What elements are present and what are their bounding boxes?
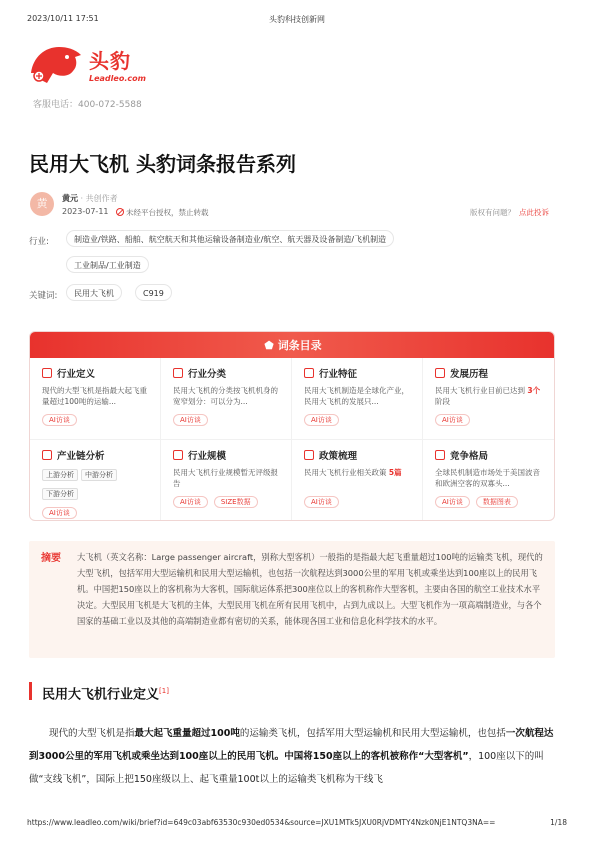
competition-icon: [435, 450, 445, 460]
copy-notice-text: 未经平台授权，禁止转载: [126, 208, 209, 217]
brand-name-cn: 头豹: [89, 49, 131, 73]
reference-link[interactable]: [1]: [159, 687, 169, 695]
print-site-title: 头豹科技创新网: [269, 15, 325, 24]
ai-interview-button[interactable]: AI访谈: [304, 496, 339, 508]
history-icon: [435, 368, 445, 378]
midstream-link[interactable]: 中游分析: [81, 469, 117, 481]
ai-interview-button[interactable]: AI访谈: [42, 507, 77, 519]
section-heading: [29, 682, 169, 703]
ai-interview-button[interactable]: AI访谈: [435, 414, 470, 426]
industry-tag[interactable]: 制造业/铁路、船舶、航空航天和其他运输设备制造业/航空、航天器及设备制造/飞机制造: [66, 230, 394, 247]
toc-item-desc: 民用大飞机的分类按飞机机身的宽窄划分：可以分为...: [173, 386, 278, 406]
leopard-logo-icon: [29, 43, 83, 87]
features-icon: [304, 368, 314, 378]
toc-item-title: 竞争格局: [450, 451, 489, 462]
print-datetime: 2023/10/11 17:51: [27, 14, 99, 23]
toc-item-desc: 民用大飞机行业目前已达到 3个阶段: [435, 386, 541, 406]
classification-icon: [173, 368, 183, 378]
highlight-count: 5篇: [388, 468, 402, 477]
toc-item-definition[interactable]: [30, 358, 161, 440]
prohibited-icon: [116, 208, 124, 216]
toc-item-title: 行业定义: [57, 369, 96, 380]
toc-item-desc: 民用大飞机行业相关政策 5篇: [304, 468, 402, 477]
downstream-link[interactable]: 下游分析: [42, 488, 78, 500]
publish-date: 2023-07-11: [62, 207, 109, 216]
toc-item-classification[interactable]: [161, 358, 292, 440]
service-hotline: 客服电话：400-072-5588: [33, 100, 142, 110]
toc-item-desc: 全球民机制造市场处于美国波音和欧洲空客的双寡头...: [435, 468, 540, 488]
toc-title: [30, 337, 555, 353]
data-chart-button[interactable]: 数据图表: [476, 496, 518, 508]
toc-item-desc: 民用大飞机行业规模暂无评级报告: [173, 468, 278, 488]
section-title-text: 民用大飞机行业定义: [42, 687, 160, 703]
abstract-text: 大飞机（英文名称：Large passenger aircraft，别称大型客机）一般指的是指最大起飞重量超过100吨的运输类飞机，现代的大型飞机，包括军用大型运输机和民用大型运输机，也包括一次航程达到3000公里的军用飞机或乘坐达到100座以上的民用飞机。中国把150座以上的客机称为大客机，国际航运体系把300座位以上的客机称作大型客机，主要由各国的航空工业技术水平决定。大型民用飞机是大飞机的主体，大型民用飞机在所有民用飞机中，占到九成以上。大型飞机作为一项高端制造业，与各个国家的基础工业以及其他的高端制造业都有密切的关系，能体现各国工业和信息化科学技术的水平。: [77, 552, 543, 626]
author-line: [62, 193, 118, 204]
toc-item-title: 发展历程: [450, 369, 489, 380]
toc-item-features[interactable]: [292, 358, 423, 440]
definition-icon: [42, 368, 52, 378]
toc-title-text: 词条目录: [277, 339, 322, 352]
leopard-mini-icon: ⬟: [264, 339, 278, 352]
copy-notice: [116, 207, 209, 218]
toc-item-market-size[interactable]: [161, 440, 292, 521]
copyright-question: [470, 207, 549, 218]
toc-item-title: 政策梳理: [319, 451, 358, 462]
author-avatar[interactable]: 黄: [30, 192, 54, 216]
author-name[interactable]: 黄元: [62, 194, 78, 203]
complain-link[interactable]: 点此投诉: [519, 208, 549, 217]
upstream-link[interactable]: 上游分析: [42, 469, 78, 481]
ai-interview-button[interactable]: AI访谈: [173, 414, 208, 426]
print-header: [0, 0, 594, 30]
abstract-box: [29, 541, 555, 658]
keyword-tag[interactable]: C919: [135, 284, 172, 301]
toc-item-policy[interactable]: [292, 440, 423, 521]
value-chain-icon: [42, 450, 52, 460]
toc-item-title: 行业分类: [188, 369, 227, 380]
page-title: 民用大飞机 头豹词条报告系列: [29, 152, 296, 176]
abstract-label: 摘要: [41, 553, 61, 564]
brand-logo[interactable]: [29, 43, 149, 95]
body-paragraph: 现代的大型飞机是指最大起飞重量超过100吨的运输类飞机，包括军用大型运输机和民用大型运输机，也包括一次航程达到3000公里的军用飞机或乘坐达到100座以上的民用飞机。中国将150座以上的客机被称作“大型客机”，100座以下的叫做“支线飞机”，国际上把150座级以上、起飞重量100t以上的运输类飞机称为干线飞: [29, 728, 554, 785]
toc-item-title: 产业链分析: [57, 451, 105, 462]
ai-interview-button[interactable]: AI访谈: [173, 496, 208, 508]
industry-tag[interactable]: 工业制品/工业制造: [66, 256, 149, 273]
keywords-label: 关键词:: [29, 291, 58, 301]
toc-item-title: 行业特征: [319, 369, 358, 380]
brand-name-en: Leadleo.com: [89, 74, 146, 83]
toc-item-desc: 民用大飞机制造是全球化产业，民用大飞机的发展只...: [304, 386, 409, 406]
toc-item-value-chain[interactable]: [30, 440, 161, 521]
ai-interview-button[interactable]: AI访谈: [42, 414, 77, 426]
page-number: 1/18: [550, 818, 567, 827]
highlight-count: 3个: [527, 386, 541, 395]
market-size-icon: [173, 450, 183, 460]
toc-item-history[interactable]: [423, 358, 555, 440]
ai-interview-button[interactable]: AI访谈: [304, 414, 339, 426]
toc-item-title: 行业规模: [188, 451, 227, 462]
size-data-button[interactable]: SIZE数据: [214, 496, 258, 508]
policy-icon: [304, 450, 314, 460]
toc-panel: [29, 331, 555, 521]
footer-url: https://www.leadleo.com/wiki/brief?id=649c03abf63530c930ed0534&source=JXU1MTk5JXU0RjVDMTY4Nzk0NjE1NTQ3NA==: [27, 818, 496, 827]
copyright-question-text: 版权有问题？: [470, 208, 515, 217]
ai-interview-button[interactable]: AI访谈: [435, 496, 470, 508]
industry-label: 行业:: [29, 237, 49, 247]
toc-grid: [30, 358, 555, 521]
toc-item-desc: 现代的大型飞机是指最大起飞重量超过100吨的运输...: [42, 386, 147, 406]
toc-item-competition[interactable]: [423, 440, 555, 521]
author-role: · 共创作者: [80, 194, 118, 203]
keyword-tag[interactable]: 民用大飞机: [66, 284, 122, 301]
toc-header: [30, 332, 554, 358]
